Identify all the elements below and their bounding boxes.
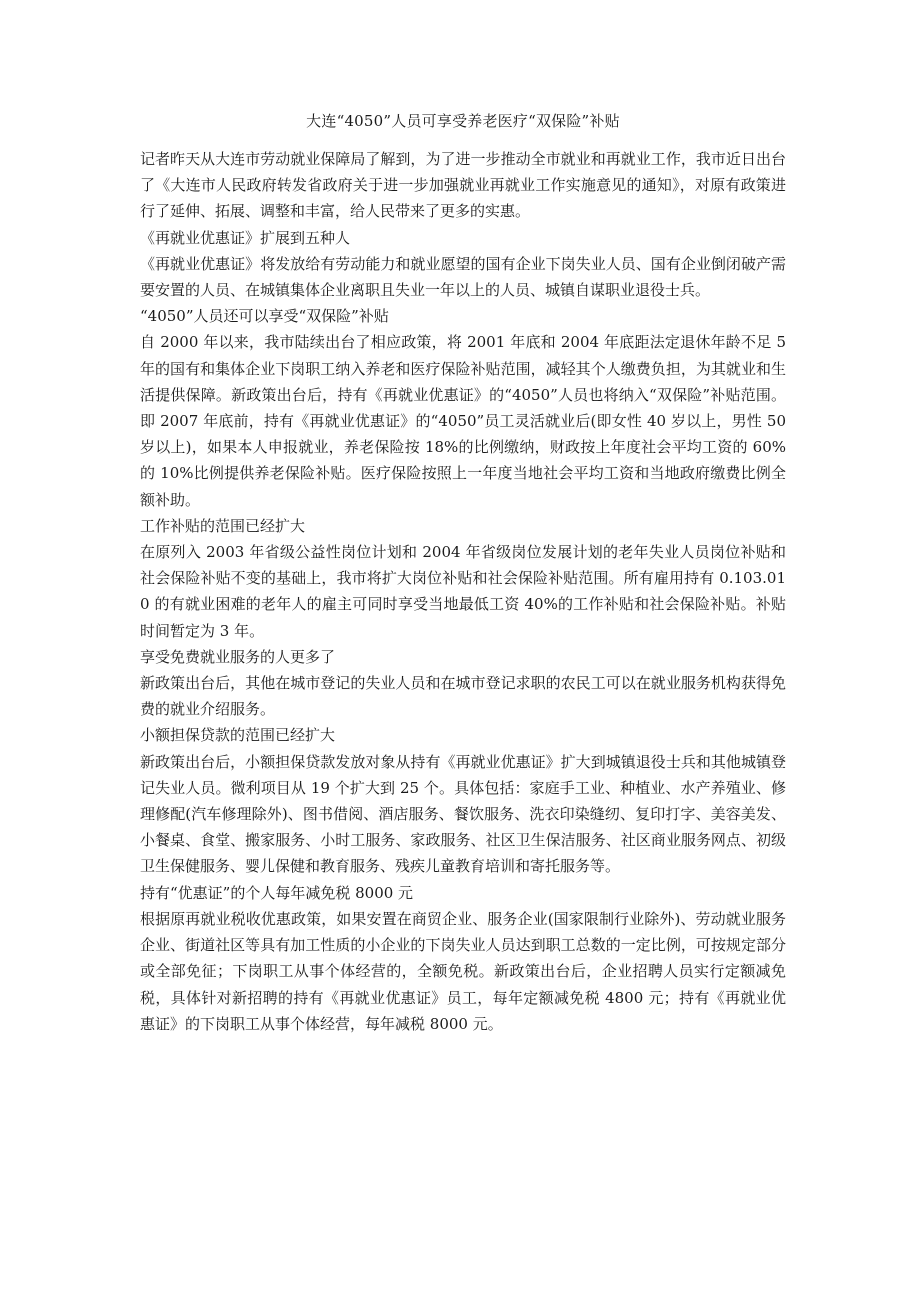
section-heading-double-insurance: “4050”人员还可以享受“双保险”补贴 [140,307,389,326]
section-heading-work-subsidy: 工作补贴的范围已经扩大 [140,516,306,535]
free-service-paragraph: 新政策出台后，其他在城市登记的失业人员和在城市登记求职的农民工可以在就业服务机构获得免费的就业介绍服务。 [140,674,786,719]
certificate-paragraph: 《再就业优惠证》将发放给有劳动能力和就业愿望的国有企业下岗失业人员、国有企业倒闭破产需要安置的人员、在城镇集体企业离职且失业一年以上的人员、城镇自谋职业退役士兵。 [140,254,786,300]
section-heading-free-service: 享受免费就业服务的人更多了 [140,647,336,666]
document-title: 大连“4050”人员可享受养老医疗“双保险”补贴 [306,112,620,130]
intro-paragraph: 记者昨天从大连市劳动就业保障局了解到，为了进一步推动全市就业和再就业工作，我市近日出台了《大连市人民政府转发省政府关于进一步加强就业再就业工作实施意见的通知》，对原有政策进行了延伸、拓展、调整和丰富，给人民带来了更多的实惠。 [140,150,786,221]
section-heading-small-loan: 小额担保贷款的范围已经扩大 [140,726,336,745]
small-loan-paragraph: 新政策出台后，小额担保贷款发放对象从持有《再就业优惠证》扩大到城镇退役士兵和其他城镇登记失业人员。微利项目从 19 个扩大到 25 个。具体包括：家庭手工业、种植业、水产养殖业、修理修配(汽车修理除外)、图书借阅、酒店服务、餐饮服务、洗衣印染缝纫、复印打字、美容美发、小餐桌、食堂、搬家服务、小时工服务、家政服务、社区卫生保洁服务、社区商业服务网点、初级卫生保健服务、婴儿保健和教育服务、残疾儿童教育培训和寄托服务等。 [140,752,786,876]
double-insurance-paragraph: 自 2000 年以来，我市陆续出台了相应政策，将 2001 年底和 2004 年底距法定退休年龄不足 5 年的国有和集体企业下岗职工纳入养老和医疗保险补贴范围，减轻其个人缴费负担，为其就业和生活提供保障。新政策出台后，持有《再就业优惠证》的“4050”人员也将纳入“双保险”补贴范围。即 2007 年底前，持有《再就业优惠证》的“4050”员工灵活就业后(即女性 40 岁以上，男性 50 岁以上)，如果本人申报就业，养老保险按 18%的比例缴纳，财政按上年度社会平均工资的 60%的 10%比例提供养老保险补贴。医疗保险按照上一年度当地社会平均工资和当地政府缴费比例全额补助。 [140,333,786,509]
document-page [140,108,786,1037]
work-subsidy-paragraph: 在原列入 2003 年省级公益性岗位计划和 2004 年省级岗位发展计划的老年失业人员岗位补贴和社会保险补贴不变的基础上，我市将扩大岗位补贴和社会保险补贴范围。所有雇用持有 0.103.010 的有就业困难的老年人的雇主可同时享受当地最低工资 40%的工作补贴和社会保险补贴。补贴时间暂定为 3 年。 [140,543,786,640]
section-heading-tax-relief: 持有“优惠证”的个人每年减免税 8000 元 [140,883,414,902]
tax-relief-paragraph: 根据原再就业税收优惠政策，如果安置在商贸企业、服务企业(国家限制行业除外)、劳动就业服务企业、街道社区等具有加工性质的小企业的下岗失业人员达到职工总数的一定比例，可按规定部分或全部免征；下岗职工从事个体经营的，全额免税。新政策出台后，企业招聘人员实行定额减免税，具体针对新招聘的持有《再就业优惠证》员工，每年定额减免税 4800 元；持有《再就业优惠证》的下岗职工从事个体经营，每年减税 8000 元。 [140,909,786,1033]
section-heading-certificate: 《再就业优惠证》扩展到五种人 [140,228,351,247]
